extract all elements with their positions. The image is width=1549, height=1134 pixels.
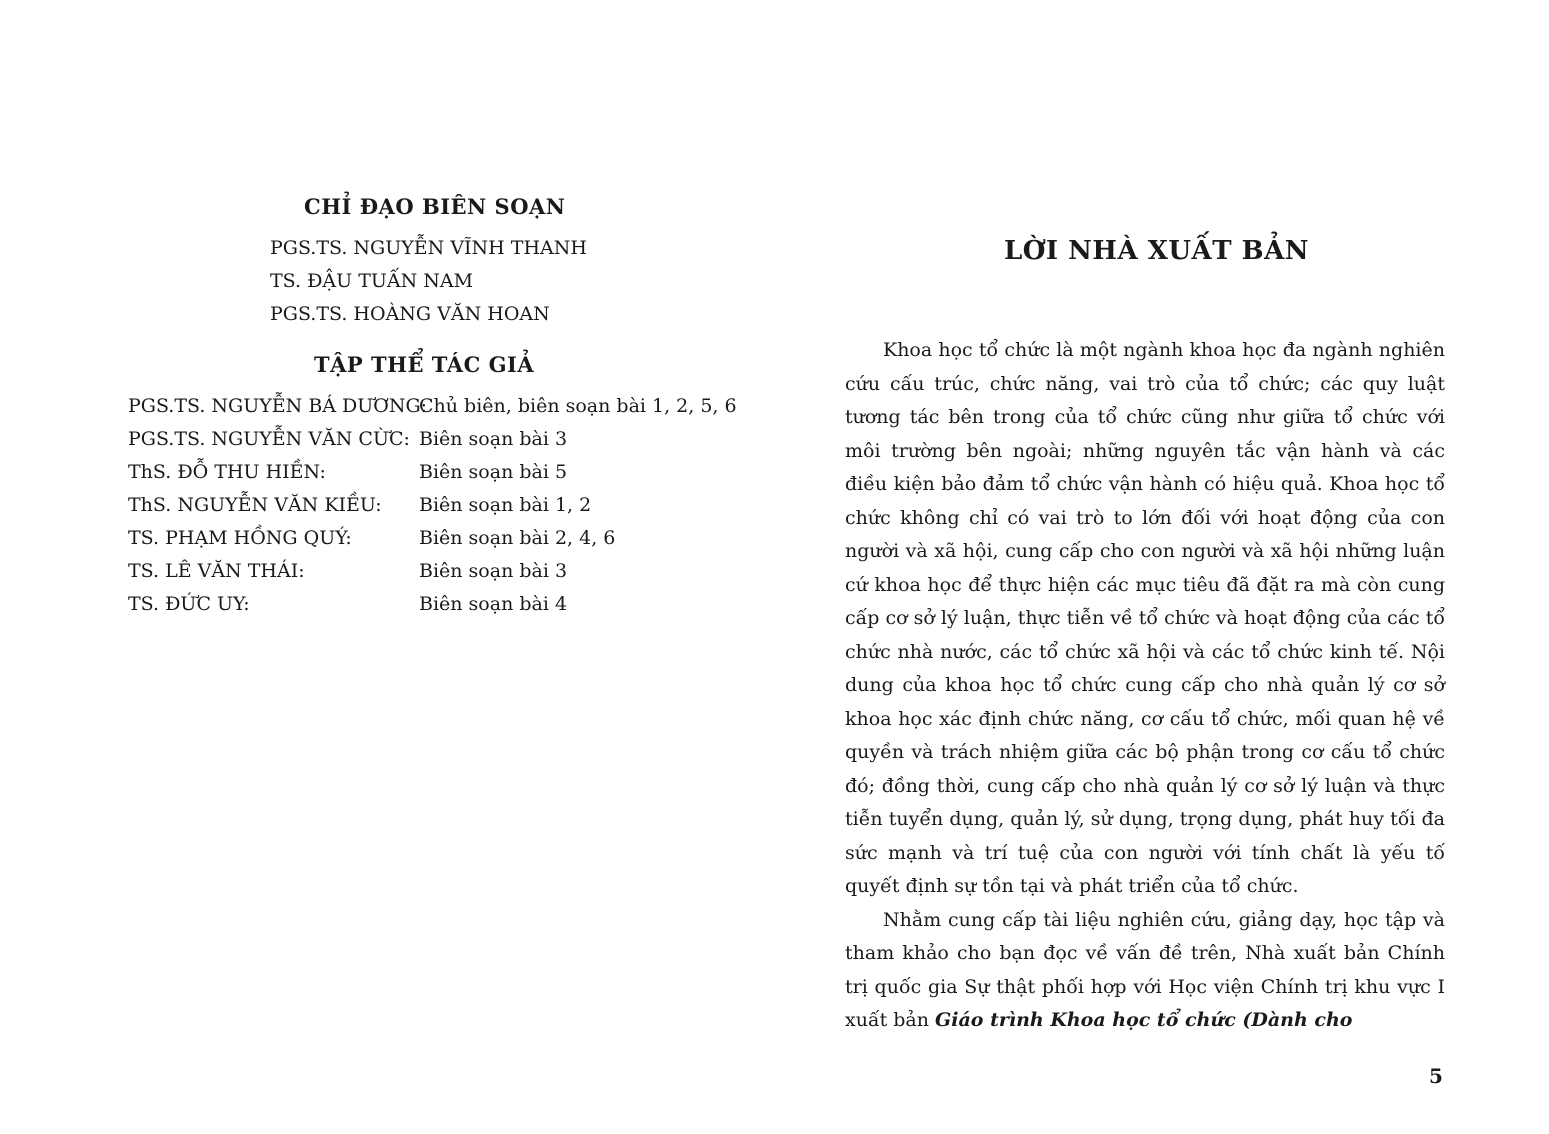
director-heading: CHỈ ĐẠO BIÊN SOẠN bbox=[304, 194, 566, 219]
director-name: PGS.TS. HOÀNG VĂN HOAN bbox=[270, 303, 550, 325]
preface-paragraph bbox=[845, 904, 1445, 1038]
author-name: PGS.TS. NGUYỄN BÁ DƯƠNG: bbox=[128, 395, 428, 417]
authors-heading: TẬP THỂ TÁC GIẢ bbox=[314, 352, 535, 377]
author-name: ThS. NGUYỄN VĂN KIỀU: bbox=[128, 494, 382, 516]
director-name: TS. ĐẬU TUẤN NAM bbox=[270, 270, 474, 292]
author-row bbox=[128, 522, 748, 555]
author-row bbox=[128, 423, 748, 456]
author-name: TS. ĐỨC UY: bbox=[128, 593, 250, 615]
author-role: Biên soạn bài 3 bbox=[419, 560, 568, 582]
author-role: Biên soạn bài 2, 4, 6 bbox=[419, 527, 616, 549]
author-role: Biên soạn bài 1, 2 bbox=[419, 494, 592, 516]
director-name: PGS.TS. NGUYỄN VĨNH THANH bbox=[270, 237, 587, 259]
book-title-emphasis: Giáo trình Khoa học tổ chức (Dành cho bbox=[935, 1009, 1353, 1031]
right-page bbox=[790, 0, 1549, 1134]
author-role: Biên soạn bài 5 bbox=[419, 461, 568, 483]
left-page bbox=[0, 0, 760, 1134]
author-row bbox=[128, 390, 748, 423]
page-number: 5 bbox=[1429, 1064, 1443, 1088]
preface-body bbox=[845, 334, 1445, 1038]
authors-list bbox=[128, 390, 748, 621]
preface-paragraph: Khoa học tổ chức là một ngành khoa học đa ngành nghiên cứu cấu trúc, chức năng, vai trò của tổ chức; các quy luật tương tác bên trong của tổ chức cũng như giữa tổ chức với môi trường bên ngoài; những nguyên tắc vận hành và các điều kiện bảo đảm tổ chức vận hành có hiệu quả. Khoa học tổ chức không chỉ có vai trò to lớn đối với hoạt động của con người và xã hội, cung cấp cho con người và xã hội những luận cứ khoa học để thực hiện các mục tiêu đã đặt ra mà còn cung cấp cơ sở lý luận, thực tiễn về tổ chức và hoạt động của các tổ chức nhà nước, các tổ chức xã hội và các tổ chức kinh tế. Nội dung của khoa học tổ chức cung cấp cho nhà quản lý cơ sở khoa học xác định chức năng, cơ cấu tổ chức, mối quan hệ về quyền và trách nhiệm giữa các bộ phận trong cơ cấu tổ chức đó; đồng thời, cung cấp cho nhà quản lý cơ sở lý luận và thực tiễn tuyển dụng, quản lý, sử dụng, trọng dụng, phát huy tối đa sức mạnh và trí tuệ của con người với tính chất là yếu tố quyết định sự tồn tại và phát triển của tổ chức. bbox=[845, 339, 1445, 897]
author-role: Biên soạn bài 4 bbox=[419, 593, 568, 615]
author-row bbox=[128, 588, 748, 621]
author-name: PGS.TS. NGUYỄN VĂN CỪC: bbox=[128, 428, 410, 450]
author-role: Chủ biên, biên soạn bài 1, 2, 5, 6 bbox=[419, 395, 737, 417]
author-name: ThS. ĐỖ THU HIỀN: bbox=[128, 461, 326, 483]
author-name: TS. LÊ VĂN THÁI: bbox=[128, 560, 305, 582]
author-row bbox=[128, 489, 748, 522]
author-row bbox=[128, 456, 748, 489]
page-title: LỜI NHÀ XUẤT BẢN bbox=[1004, 236, 1310, 266]
director-list bbox=[270, 232, 587, 331]
author-row bbox=[128, 555, 748, 588]
author-name: TS. PHẠM HỒNG QUÝ: bbox=[128, 527, 352, 549]
author-role: Biên soạn bài 3 bbox=[419, 428, 568, 450]
paragraph-text: Nhằm cung cấp tài liệu nghiên cứu, giảng dạy, học tập và tham khảo cho bạn đọc về vấn đề trên, Nhà xuất bản Chính trị quốc gia Sự thật phối hợp với Học viện Chính trị khu vực I xuất bản bbox=[845, 908, 1445, 1031]
